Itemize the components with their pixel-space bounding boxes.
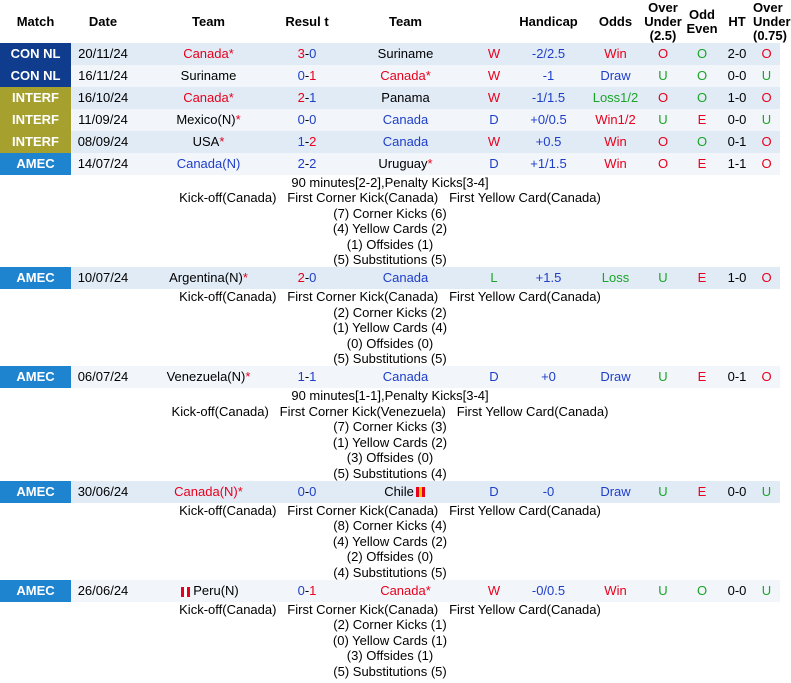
score[interactable] — [282, 267, 332, 289]
match-row[interactable] — [0, 43, 780, 65]
away-goals: 1 — [309, 68, 317, 83]
score[interactable] — [282, 65, 332, 87]
match-detail-row — [0, 664, 780, 679]
away-team-cell[interactable] — [332, 153, 479, 175]
match-detail-line: (4) Yellow Cards (2) — [0, 534, 780, 549]
away-team-cell[interactable] — [332, 65, 479, 87]
over-under-075: O — [753, 131, 780, 153]
score-sep: - — [304, 582, 310, 598]
home-mark: * — [219, 134, 225, 149]
match-detail-line: (5) Substitutions (4) — [0, 466, 780, 481]
result-letter: D — [479, 109, 509, 131]
over-under: U — [643, 65, 683, 87]
match-date: 11/09/24 — [71, 109, 135, 131]
result-letter: W — [479, 131, 509, 153]
match-detail-row — [0, 518, 780, 533]
match-detail-row — [0, 404, 780, 419]
match-detail-line: (3) Offsides (0) — [0, 450, 780, 465]
home-mark: * — [228, 90, 234, 105]
score[interactable] — [282, 43, 332, 65]
over-under-075: U — [753, 580, 780, 602]
competition-badge[interactable]: AMEC — [0, 153, 71, 175]
away-team: Canada — [382, 270, 429, 286]
handicap-value: +1/1.5 — [509, 153, 588, 175]
half-time: 1-0 — [721, 267, 753, 289]
result-letter: W — [479, 87, 509, 109]
match-detail-line: (7) Corner Kicks (6) — [0, 206, 780, 221]
odds-result: Win — [588, 580, 643, 602]
match-row[interactable] — [0, 267, 780, 289]
half-time: 0-1 — [721, 131, 753, 153]
match-detail-line: (7) Corner Kicks (3) — [0, 419, 780, 434]
score[interactable] — [282, 131, 332, 153]
handicap-value: +0/0.5 — [509, 109, 588, 131]
match-row[interactable] — [0, 109, 780, 131]
match-detail-row — [0, 336, 780, 351]
match-detail-line: (0) Offsides (0) — [0, 336, 780, 351]
match-detail-row — [0, 419, 780, 434]
competition-badge[interactable]: INTERF — [0, 109, 71, 131]
match-date: 30/06/24 — [71, 481, 135, 503]
score-sep: - — [304, 270, 310, 286]
home-mark: * — [235, 112, 241, 127]
over-under: U — [643, 580, 683, 602]
home-team-cell[interactable] — [135, 267, 282, 289]
odd-even: O — [683, 43, 721, 65]
match-row[interactable] — [0, 65, 780, 87]
match-detail-line: Kick-off(Canada) First Corner Kick(Canada) First Yellow Card(Canada) — [0, 602, 780, 617]
odds-result: Win — [588, 131, 643, 153]
match-date: 20/11/24 — [71, 43, 135, 65]
half-time: 0-0 — [721, 65, 753, 87]
match-row[interactable] — [0, 153, 780, 175]
match-row[interactable] — [0, 131, 780, 153]
home-team-cell[interactable] — [135, 65, 282, 87]
score[interactable] — [282, 153, 332, 175]
over-under: U — [643, 267, 683, 289]
handicap-value: -0/0.5 — [509, 580, 588, 602]
home-team-cell[interactable] — [135, 87, 282, 109]
away-goals: 0 — [309, 483, 317, 499]
over-under: U — [643, 109, 683, 131]
home-team: Argentina(N) — [169, 270, 243, 286]
result-letter: D — [479, 153, 509, 175]
match-detail-row — [0, 435, 780, 450]
col-over-under-075: Over Under (0.75) — [753, 0, 791, 43]
competition-badge[interactable]: CON NL — [0, 43, 71, 65]
away-goals: 1 — [309, 90, 317, 105]
match-detail-row — [0, 221, 780, 236]
odd-even: E — [683, 366, 721, 388]
match-detail-line: (5) Substitutions (5) — [0, 351, 780, 366]
competition-badge[interactable]: AMEC — [0, 580, 71, 602]
away-team: Panama — [381, 90, 430, 105]
over-under-075: O — [753, 87, 780, 109]
match-detail-row — [0, 534, 780, 549]
match-date: 26/06/24 — [71, 580, 135, 602]
score-sep: - — [304, 134, 310, 149]
match-detail-line: (1) Yellow Cards (4) — [0, 320, 780, 335]
col-ht: HT — [728, 13, 746, 29]
match-row[interactable] — [0, 580, 780, 602]
match-detail-row — [0, 617, 780, 632]
col-result: Resul t — [285, 13, 329, 29]
match-detail-line: (4) Substitutions (5) — [0, 565, 780, 580]
away-team: Canada — [380, 582, 426, 598]
score-sep: - — [304, 483, 310, 499]
match-row[interactable] — [0, 481, 780, 503]
away-team-cell[interactable] — [332, 481, 479, 503]
odd-even: E — [683, 481, 721, 503]
score-sep: - — [304, 156, 310, 171]
odds-result: Loss1/2 — [588, 87, 643, 109]
over-under-075: O — [753, 267, 780, 289]
col-handicap: Handicap — [519, 13, 578, 29]
competition-badge[interactable]: INTERF — [0, 87, 71, 109]
competition-badge[interactable]: INTERF — [0, 131, 71, 153]
home-team-cell[interactable] — [135, 580, 282, 602]
competition-badge[interactable]: CON NL — [0, 65, 71, 87]
home-team-cell[interactable] — [135, 481, 282, 503]
match-detail-line: Kick-off(Canada) First Corner Kick(Canada) First Yellow Card(Canada) — [0, 503, 780, 518]
odd-even: O — [683, 131, 721, 153]
handicap-value: -2/2.5 — [509, 43, 588, 65]
over-under: O — [643, 131, 683, 153]
odds-result: Win1/2 — [588, 109, 643, 131]
away-team: Canada — [382, 134, 429, 149]
score[interactable] — [282, 481, 332, 503]
away-team-cell[interactable] — [332, 131, 479, 153]
over-under: U — [643, 366, 683, 388]
match-detail-row — [0, 252, 780, 267]
away-team-cell[interactable] — [332, 43, 479, 65]
peru-flag-icon — [181, 587, 190, 597]
over-under-075: U — [753, 481, 780, 503]
odds-result: Loss — [588, 267, 643, 289]
col-odd-even: Odd Even — [686, 6, 718, 36]
match-detail-line: (1) Yellow Cards (2) — [0, 435, 780, 450]
match-detail-row — [0, 190, 780, 205]
away-team-cell[interactable] — [332, 109, 479, 131]
col-over-under: Over Under (2.5) — [644, 0, 682, 43]
away-team: Canada — [382, 112, 429, 127]
home-goals: 0 — [297, 582, 305, 598]
odds-result: Win — [588, 153, 643, 175]
match-detail-line: Kick-off(Canada) First Corner Kick(Venezuela) First Yellow Card(Canada) — [0, 404, 780, 419]
home-team: Suriname — [180, 68, 237, 83]
home-goals: 2 — [297, 270, 305, 286]
match-detail-line: 90 minutes[2-2],Penalty Kicks[3-4] — [0, 175, 780, 190]
over-under: O — [643, 153, 683, 175]
home-goals: 3 — [297, 46, 305, 61]
match-detail-row — [0, 503, 780, 518]
chile-flag-icon — [416, 487, 425, 497]
match-detail-line: (4) Yellow Cards (2) — [0, 221, 780, 236]
match-detail-line: (0) Yellow Cards (1) — [0, 633, 780, 648]
home-team: Canada(N) — [174, 483, 238, 499]
match-detail-line: Kick-off(Canada) First Corner Kick(Canada) First Yellow Card(Canada) — [0, 289, 780, 304]
odd-even: E — [683, 267, 721, 289]
col-match: Match — [16, 13, 55, 29]
odds-result: Draw — [588, 65, 643, 87]
home-team: Peru(N) — [193, 582, 239, 598]
half-time: 0-0 — [721, 109, 753, 131]
home-team-cell[interactable] — [135, 153, 282, 175]
over-under-075: O — [753, 366, 780, 388]
home-team-cell[interactable] — [135, 43, 282, 65]
home-team-cell[interactable] — [135, 131, 282, 153]
match-date: 06/07/24 — [71, 366, 135, 388]
home-goals: 0 — [297, 68, 305, 83]
match-detail-row — [0, 549, 780, 564]
result-letter: L — [479, 267, 509, 289]
odd-even: O — [683, 65, 721, 87]
result-letter: W — [479, 580, 509, 602]
col-date: Date — [88, 13, 118, 29]
away-mark: * — [427, 156, 433, 171]
handicap-value: +0.5 — [509, 131, 588, 153]
handicap-value: +1.5 — [509, 267, 588, 289]
home-team: USA — [192, 134, 220, 149]
match-detail-row — [0, 648, 780, 663]
match-detail-row — [0, 351, 780, 366]
col-odds: Odds — [598, 13, 633, 29]
match-row[interactable] — [0, 87, 780, 109]
result-letter: D — [479, 481, 509, 503]
match-detail-line: (5) Substitutions (5) — [0, 664, 780, 679]
half-time: 2-0 — [721, 43, 753, 65]
match-detail-line: (2) Offsides (0) — [0, 549, 780, 564]
away-goals: 0 — [309, 112, 317, 127]
away-team-cell[interactable] — [332, 87, 479, 109]
col-team-home: Team — [192, 13, 225, 29]
away-goals: 0 — [309, 270, 317, 286]
home-goals: 2 — [297, 156, 305, 171]
over-under: U — [643, 481, 683, 503]
match-detail-line: (2) Corner Kicks (2) — [0, 305, 780, 320]
home-team-cell[interactable] — [135, 366, 282, 388]
match-detail-line: (3) Offsides (1) — [0, 648, 780, 663]
score[interactable] — [282, 87, 332, 109]
away-team: Canada — [382, 369, 429, 385]
score[interactable] — [282, 580, 332, 602]
away-goals: 1 — [309, 582, 317, 598]
away-team: Chile — [384, 483, 414, 499]
odd-even: E — [683, 109, 721, 131]
over-under-075: U — [753, 109, 780, 131]
away-team: Suriname — [377, 46, 434, 61]
home-mark: * — [242, 270, 248, 286]
handicap-value: -1 — [509, 65, 588, 87]
over-under-075: U — [753, 65, 780, 87]
odd-even: O — [683, 87, 721, 109]
home-mark: * — [245, 369, 251, 385]
match-detail-line: (2) Corner Kicks (1) — [0, 617, 780, 632]
home-goals: 0 — [297, 112, 305, 127]
match-detail-line: (8) Corner Kicks (4) — [0, 518, 780, 533]
result-letter: W — [479, 65, 509, 87]
half-time: 1-0 — [721, 87, 753, 109]
home-team: Canada — [183, 90, 229, 105]
match-detail-row — [0, 388, 780, 403]
match-detail-row — [0, 602, 780, 617]
odd-even: E — [683, 153, 721, 175]
score-sep: - — [304, 112, 310, 127]
score[interactable] — [282, 366, 332, 388]
score-sep: - — [304, 46, 310, 61]
match-detail-line: (5) Substitutions (5) — [0, 252, 780, 267]
match-detail-line: 90 minutes[1-1],Penalty Kicks[3-4] — [0, 388, 780, 403]
handicap-value: +0 — [509, 366, 588, 388]
match-detail-row — [0, 633, 780, 648]
home-team: Canada — [183, 46, 229, 61]
half-time: 0-0 — [721, 481, 753, 503]
half-time: 0-0 — [721, 580, 753, 602]
over-under: O — [643, 43, 683, 65]
match-detail-row — [0, 320, 780, 335]
home-mark: * — [237, 483, 243, 499]
match-date: 16/11/24 — [71, 65, 135, 87]
match-detail-row — [0, 466, 780, 481]
over-under-075: O — [753, 153, 780, 175]
match-detail-line: Kick-off(Canada) First Corner Kick(Canada) First Yellow Card(Canada) — [0, 190, 780, 205]
handicap-value: -0 — [509, 481, 588, 503]
result-letter: D — [479, 366, 509, 388]
score-sep: - — [304, 90, 310, 105]
col-team-away: Team — [389, 13, 422, 29]
competition-badge[interactable]: AMEC — [0, 267, 71, 289]
away-goals: 2 — [309, 156, 317, 171]
half-time: 0-1 — [721, 366, 753, 388]
over-under: O — [643, 87, 683, 109]
away-team-cell[interactable] — [332, 366, 479, 388]
match-detail-line: (1) Offsides (1) — [0, 237, 780, 252]
match-date: 10/07/24 — [71, 267, 135, 289]
match-detail-row — [0, 175, 780, 190]
away-team: Uruguay — [378, 156, 428, 171]
header-row — [0, 0, 780, 43]
home-team-cell[interactable] — [135, 109, 282, 131]
match-detail-row — [0, 450, 780, 465]
match-detail-row — [0, 237, 780, 252]
result-letter: W — [479, 43, 509, 65]
odds-result: Win — [588, 43, 643, 65]
match-detail-row — [0, 289, 780, 304]
competition-badge[interactable]: AMEC — [0, 481, 71, 503]
away-goals: 2 — [309, 134, 317, 149]
home-goals: 2 — [297, 90, 305, 105]
away-mark: * — [425, 582, 431, 598]
score-sep: - — [304, 68, 310, 83]
over-under-075: O — [753, 43, 780, 65]
home-goals: 1 — [297, 134, 305, 149]
score-sep: - — [304, 369, 310, 385]
away-team: Canada — [380, 68, 426, 83]
away-mark: * — [425, 68, 431, 83]
handicap-value: -1/1.5 — [509, 87, 588, 109]
away-team-cell[interactable] — [332, 580, 479, 602]
home-mark: * — [228, 46, 234, 61]
match-detail-row — [0, 305, 780, 320]
match-row[interactable] — [0, 366, 780, 388]
match-date: 14/07/24 — [71, 153, 135, 175]
home-team: Venezuela(N) — [166, 369, 246, 385]
away-goals: 1 — [309, 369, 317, 385]
col-res-blank — [479, 0, 509, 43]
match-date: 16/10/24 — [71, 87, 135, 109]
home-team: Mexico(N) — [176, 112, 236, 127]
competition-badge[interactable]: AMEC — [0, 366, 71, 388]
match-detail-row — [0, 565, 780, 580]
home-team: Canada(N) — [176, 156, 241, 171]
odd-even: O — [683, 580, 721, 602]
home-goals: 0 — [297, 483, 305, 499]
match-date: 08/09/24 — [71, 131, 135, 153]
odds-result: Draw — [588, 481, 643, 503]
score[interactable] — [282, 109, 332, 131]
half-time: 1-1 — [721, 153, 753, 175]
odds-result: Draw — [588, 366, 643, 388]
away-team-cell[interactable] — [332, 267, 479, 289]
match-detail-row — [0, 206, 780, 221]
away-goals: 0 — [309, 46, 317, 61]
home-goals: 1 — [297, 369, 305, 385]
